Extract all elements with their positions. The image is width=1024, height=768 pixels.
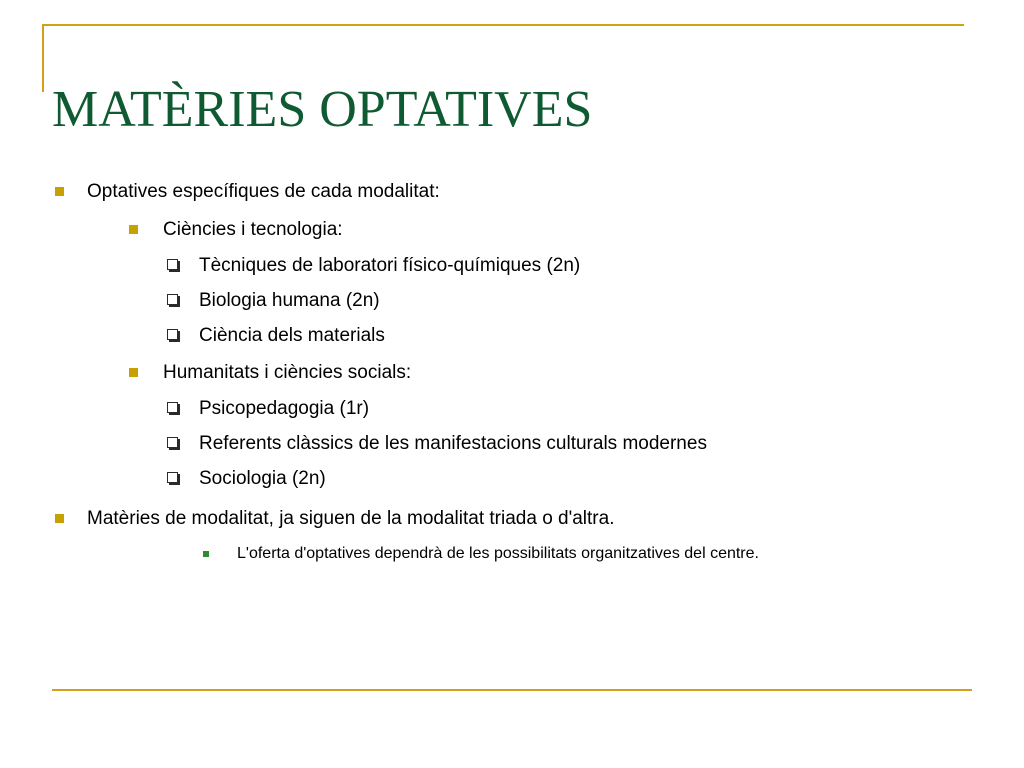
checkbox-bullet-icon (167, 472, 178, 483)
square-bullet-icon (129, 225, 138, 234)
checkbox-bullet-icon (167, 402, 178, 413)
square-bullet-icon (55, 514, 64, 523)
bullet-text: Ciències i tecnologia: (163, 219, 343, 240)
bullet-text: Optatives específiques de cada modalitat: (87, 181, 440, 202)
bullet-text: Biologia humana (2n) (199, 290, 380, 311)
small-square-bullet-icon (203, 551, 209, 557)
bullet-text: Ciència dels materials (199, 325, 385, 346)
bottom-rule (52, 689, 972, 691)
square-bullet-icon (55, 187, 64, 196)
slide-title: MATÈRIES OPTATIVES (52, 81, 593, 138)
bullet-text: Psicopedagogia (1r) (199, 398, 370, 419)
top-rule (42, 24, 964, 26)
left-rule (42, 24, 44, 92)
bullet-text: Humanitats i ciències socials: (163, 362, 412, 383)
checkbox-bullet-icon (167, 329, 178, 340)
bullet-text: L'oferta d'optatives dependrà de les possibilitats organitzatives del centre. (237, 545, 759, 562)
bullet-text: Referents clàssics de les manifestacions culturals modernes (199, 433, 707, 454)
checkbox-bullet-icon (167, 294, 178, 305)
checkbox-bullet-icon (167, 259, 178, 270)
bullet-text: Matèries de modalitat, ja siguen de la modalitat triada o d'altra. (87, 508, 615, 529)
square-bullet-icon (129, 368, 138, 377)
checkbox-bullet-icon (167, 437, 178, 448)
bullet-text: Tècniques de laboratori físico-químiques (2n) (199, 255, 581, 276)
bullet-text: Sociologia (2n) (199, 468, 326, 489)
